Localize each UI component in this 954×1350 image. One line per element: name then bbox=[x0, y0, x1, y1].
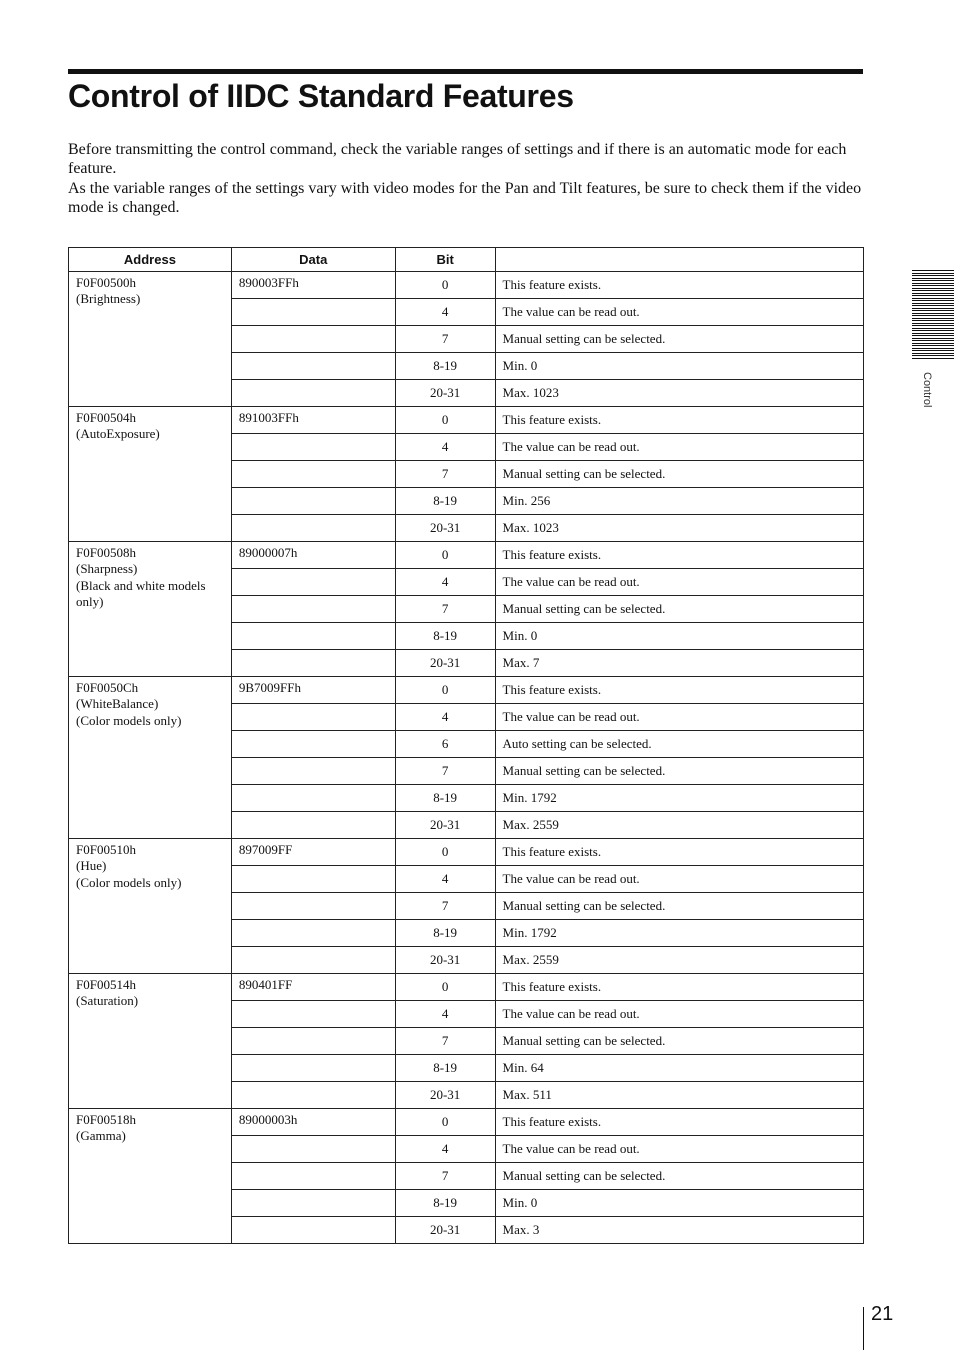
tab-stripe bbox=[912, 318, 954, 319]
data-cell bbox=[231, 1136, 395, 1163]
data-cell bbox=[231, 353, 395, 380]
table-row bbox=[69, 272, 864, 299]
data-cell bbox=[231, 434, 395, 461]
data-cell: 9B7009FFh bbox=[231, 677, 395, 704]
tab-stripe bbox=[912, 358, 954, 359]
description-cell: This feature exists. bbox=[495, 677, 863, 704]
tab-stripe bbox=[912, 320, 954, 321]
description-cell: The value can be read out. bbox=[495, 299, 863, 326]
data-cell bbox=[231, 1082, 395, 1109]
tab-stripe bbox=[912, 328, 954, 329]
bit-cell: 7 bbox=[395, 326, 495, 353]
data-cell bbox=[231, 1001, 395, 1028]
data-cell bbox=[231, 1217, 395, 1244]
tab-stripe bbox=[912, 285, 954, 286]
bit-cell: 4 bbox=[395, 1001, 495, 1028]
data-cell bbox=[231, 704, 395, 731]
data-cell bbox=[231, 623, 395, 650]
title-rule bbox=[68, 69, 863, 74]
bit-cell: 0 bbox=[395, 974, 495, 1001]
tab-stripe bbox=[912, 345, 954, 346]
data-cell bbox=[231, 920, 395, 947]
data-cell: 89000007h bbox=[231, 542, 395, 569]
description-cell: The value can be read out. bbox=[495, 1001, 863, 1028]
description-cell: This feature exists. bbox=[495, 974, 863, 1001]
table-row bbox=[69, 542, 864, 569]
address-cell bbox=[69, 839, 232, 974]
column-header-data: Data bbox=[231, 248, 395, 272]
description-cell: This feature exists. bbox=[495, 542, 863, 569]
data-cell: 890401FF bbox=[231, 974, 395, 1001]
data-cell: 897009FF bbox=[231, 839, 395, 866]
description-cell: Min. 256 bbox=[495, 488, 863, 515]
tab-stripe bbox=[912, 293, 954, 294]
description-cell: Min. 0 bbox=[495, 1190, 863, 1217]
description-cell: Max. 1023 bbox=[495, 380, 863, 407]
description-cell: Manual setting can be selected. bbox=[495, 893, 863, 920]
description-cell: Manual setting can be selected. bbox=[495, 1028, 863, 1055]
description-cell: The value can be read out. bbox=[495, 434, 863, 461]
bit-cell: 7 bbox=[395, 1163, 495, 1190]
data-cell bbox=[231, 1055, 395, 1082]
description-cell: This feature exists. bbox=[495, 272, 863, 299]
bit-cell: 0 bbox=[395, 677, 495, 704]
description-cell: The value can be read out. bbox=[495, 704, 863, 731]
address-line: (AutoExposure) bbox=[76, 426, 160, 442]
description-cell: The value can be read out. bbox=[495, 1136, 863, 1163]
tab-stripe bbox=[912, 303, 954, 304]
bit-cell: 20-31 bbox=[395, 380, 495, 407]
description-cell: Max. 7 bbox=[495, 650, 863, 677]
data-cell: 891003FFh bbox=[231, 407, 395, 434]
address-line: (WhiteBalance) bbox=[76, 696, 159, 712]
bit-cell: 20-31 bbox=[395, 515, 495, 542]
data-cell bbox=[231, 758, 395, 785]
bit-cell: 8-19 bbox=[395, 353, 495, 380]
address-line: (Color models only) bbox=[76, 712, 182, 728]
table-header-row bbox=[69, 248, 864, 272]
bit-cell: 4 bbox=[395, 704, 495, 731]
address-line: F0F0050Ch bbox=[76, 680, 139, 695]
description-cell: Manual setting can be selected. bbox=[495, 326, 863, 353]
column-header-bit: Bit bbox=[395, 248, 495, 272]
description-cell: Min. 64 bbox=[495, 1055, 863, 1082]
data-cell bbox=[231, 1163, 395, 1190]
address-line: F0F00510h bbox=[76, 842, 136, 857]
data-cell: 890003FFh bbox=[231, 272, 395, 299]
bit-cell: 20-31 bbox=[395, 1217, 495, 1244]
address-line: F0F00514h bbox=[76, 977, 136, 992]
data-cell bbox=[231, 380, 395, 407]
section-tab-marker bbox=[912, 270, 954, 360]
data-cell bbox=[231, 785, 395, 812]
description-cell: Min. 1792 bbox=[495, 785, 863, 812]
description-cell: Max. 3 bbox=[495, 1217, 863, 1244]
data-cell bbox=[231, 866, 395, 893]
bit-cell: 0 bbox=[395, 839, 495, 866]
data-cell bbox=[231, 488, 395, 515]
intro-paragraph: As the variable ranges of the settings vary with video modes for the Pan and Tilt features, be sure to check them if the video mode is changed. bbox=[68, 179, 862, 216]
bit-cell: 20-31 bbox=[395, 812, 495, 839]
description-cell: The value can be read out. bbox=[495, 569, 863, 596]
bit-cell: 7 bbox=[395, 461, 495, 488]
tab-stripe bbox=[912, 348, 954, 349]
bit-cell: 0 bbox=[395, 542, 495, 569]
address-line: (Brightness) bbox=[76, 291, 141, 307]
table-row bbox=[69, 974, 864, 1001]
data-cell bbox=[231, 812, 395, 839]
address-line: F0F00518h bbox=[76, 1112, 136, 1127]
tab-stripe bbox=[912, 353, 954, 354]
description-cell: Max. 2559 bbox=[495, 947, 863, 974]
bit-cell: 8-19 bbox=[395, 920, 495, 947]
bit-cell: 20-31 bbox=[395, 1082, 495, 1109]
bit-cell: 0 bbox=[395, 272, 495, 299]
bit-cell: 8-19 bbox=[395, 623, 495, 650]
intro-paragraph: Before transmitting the control command, check the variable ranges of settings and if there is an automatic mode for each feature. bbox=[68, 141, 847, 178]
description-cell: Max. 511 bbox=[495, 1082, 863, 1109]
address-line: (Gamma) bbox=[76, 1128, 126, 1144]
data-cell bbox=[231, 947, 395, 974]
bit-cell: 8-19 bbox=[395, 1055, 495, 1082]
data-cell: 89000003h bbox=[231, 1109, 395, 1136]
data-cell bbox=[231, 1190, 395, 1217]
bit-cell: 4 bbox=[395, 1136, 495, 1163]
tab-stripe bbox=[912, 313, 954, 314]
bit-cell: 20-31 bbox=[395, 947, 495, 974]
tab-stripe bbox=[912, 275, 954, 276]
bit-cell: 4 bbox=[395, 569, 495, 596]
tab-stripe bbox=[912, 278, 954, 279]
description-cell: Manual setting can be selected. bbox=[495, 1163, 863, 1190]
tab-stripe bbox=[912, 325, 954, 326]
data-cell bbox=[231, 1028, 395, 1055]
description-cell: Min. 1792 bbox=[495, 920, 863, 947]
bit-cell: 7 bbox=[395, 1028, 495, 1055]
tab-stripe bbox=[912, 315, 954, 316]
data-cell bbox=[231, 515, 395, 542]
bit-cell: 4 bbox=[395, 299, 495, 326]
bit-cell: 4 bbox=[395, 866, 495, 893]
description-cell: Manual setting can be selected. bbox=[495, 596, 863, 623]
table-row bbox=[69, 1109, 864, 1136]
bit-cell: 8-19 bbox=[395, 488, 495, 515]
tab-stripe bbox=[912, 338, 954, 339]
page-title: Control of IIDC Standard Features bbox=[68, 78, 574, 114]
data-cell bbox=[231, 461, 395, 488]
address-line: (Sharpness) bbox=[76, 561, 138, 577]
description-cell: The value can be read out. bbox=[495, 866, 863, 893]
address-line: (Black and white models only) bbox=[76, 577, 206, 609]
tab-stripe bbox=[912, 273, 954, 274]
data-cell bbox=[231, 569, 395, 596]
address-line: (Saturation) bbox=[76, 993, 139, 1009]
tab-stripe bbox=[912, 335, 954, 336]
bit-cell: 0 bbox=[395, 407, 495, 434]
bit-cell: 0 bbox=[395, 1109, 495, 1136]
bit-cell: 7 bbox=[395, 758, 495, 785]
address-cell bbox=[69, 974, 232, 1109]
tab-stripe bbox=[912, 283, 954, 284]
tab-stripe bbox=[912, 308, 954, 309]
tab-stripe bbox=[912, 343, 954, 344]
tab-stripe bbox=[912, 305, 954, 306]
tab-stripe bbox=[912, 288, 954, 289]
table-row bbox=[69, 407, 864, 434]
tab-stripe bbox=[912, 330, 954, 331]
description-cell: Min. 0 bbox=[495, 623, 863, 650]
table-body bbox=[69, 272, 864, 1244]
tab-stripe bbox=[912, 270, 954, 271]
tab-stripe bbox=[912, 280, 954, 281]
address-line: F0F00504h bbox=[76, 410, 136, 425]
tab-stripe bbox=[912, 333, 954, 334]
description-cell: Min. 0 bbox=[495, 353, 863, 380]
address-cell bbox=[69, 677, 232, 839]
data-cell bbox=[231, 893, 395, 920]
data-cell bbox=[231, 731, 395, 758]
description-cell: Manual setting can be selected. bbox=[495, 758, 863, 785]
table-row bbox=[69, 677, 864, 704]
description-cell: Manual setting can be selected. bbox=[495, 461, 863, 488]
page-number: 21 bbox=[871, 1303, 894, 1325]
tab-stripe bbox=[912, 323, 954, 324]
bit-cell: 8-19 bbox=[395, 1190, 495, 1217]
column-header-description bbox=[495, 248, 863, 272]
description-cell: Max. 2559 bbox=[495, 812, 863, 839]
address-line: F0F00508h bbox=[76, 545, 136, 560]
data-cell bbox=[231, 326, 395, 353]
data-cell bbox=[231, 299, 395, 326]
section-tab-label: Control bbox=[921, 372, 933, 408]
description-cell: This feature exists. bbox=[495, 839, 863, 866]
address-cell bbox=[69, 1109, 232, 1244]
description-cell: This feature exists. bbox=[495, 1109, 863, 1136]
description-cell: This feature exists. bbox=[495, 407, 863, 434]
address-line: (Hue) bbox=[76, 858, 107, 874]
bit-cell: 7 bbox=[395, 893, 495, 920]
tab-stripe bbox=[912, 295, 954, 296]
tab-stripe bbox=[912, 298, 954, 299]
column-header-address: Address bbox=[69, 248, 232, 272]
address-line: F0F00500h bbox=[76, 275, 136, 290]
tab-stripe bbox=[912, 290, 954, 291]
bit-cell: 20-31 bbox=[395, 650, 495, 677]
bit-cell: 6 bbox=[395, 731, 495, 758]
tab-stripe bbox=[912, 355, 954, 356]
page-number-divider bbox=[863, 1307, 864, 1350]
tab-stripe bbox=[912, 340, 954, 341]
intro-text bbox=[68, 140, 868, 217]
bit-cell: 4 bbox=[395, 434, 495, 461]
description-cell: Auto setting can be selected. bbox=[495, 731, 863, 758]
address-cell bbox=[69, 407, 232, 542]
tab-stripe bbox=[912, 350, 954, 351]
bit-cell: 7 bbox=[395, 596, 495, 623]
address-cell bbox=[69, 542, 232, 677]
data-cell bbox=[231, 596, 395, 623]
description-cell: Max. 1023 bbox=[495, 515, 863, 542]
tab-stripe bbox=[912, 300, 954, 301]
address-cell bbox=[69, 272, 232, 407]
bit-cell: 8-19 bbox=[395, 785, 495, 812]
data-cell bbox=[231, 650, 395, 677]
feature-table bbox=[68, 247, 864, 1244]
address-line: (Color models only) bbox=[76, 874, 182, 890]
table-row bbox=[69, 839, 864, 866]
tab-stripe bbox=[912, 310, 954, 311]
